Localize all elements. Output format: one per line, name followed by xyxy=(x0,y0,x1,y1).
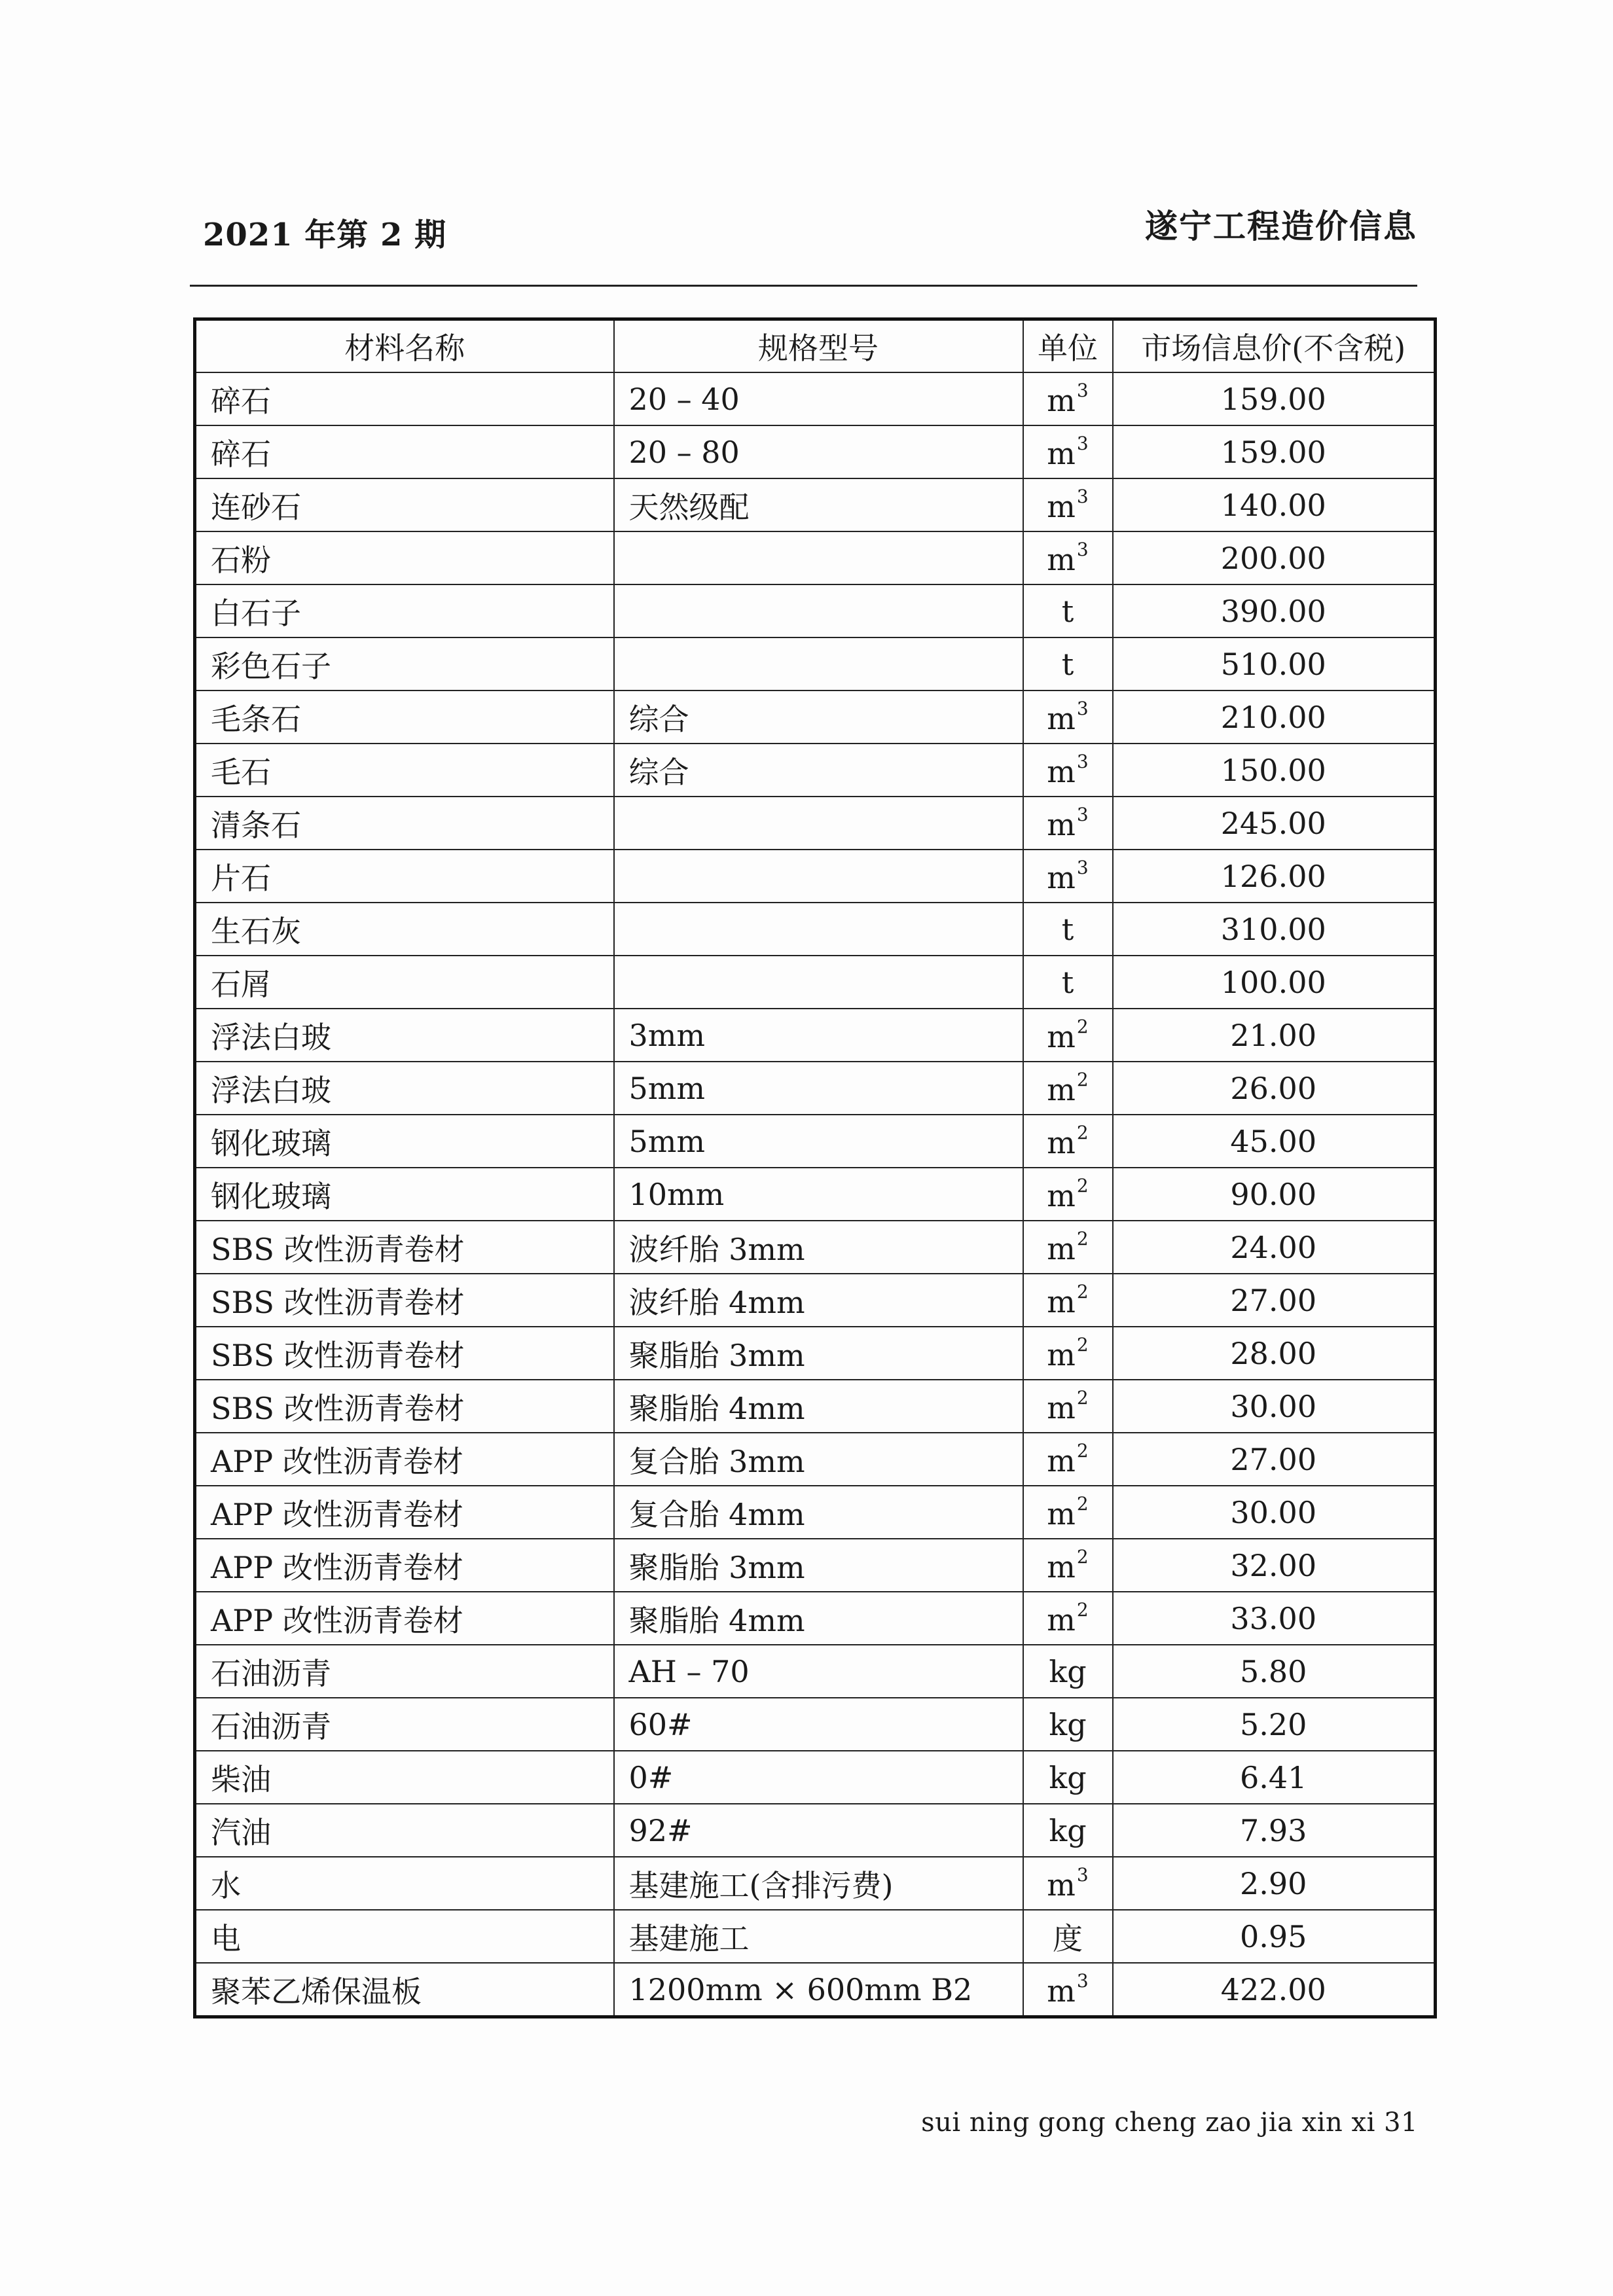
table-row xyxy=(195,1380,1436,1433)
spec-cell: 波纤胎 3mm xyxy=(614,1221,1023,1274)
price-cell: 27.00 xyxy=(1113,1433,1436,1486)
material-name-cell: 汽油 xyxy=(195,1804,614,1857)
price-cell: 0.95 xyxy=(1113,1910,1436,1963)
material-name-cell: APP 改性沥青卷材 xyxy=(195,1433,614,1486)
spec-cell xyxy=(614,956,1023,1009)
spec-cell: 波纤胎 4mm xyxy=(614,1274,1023,1327)
price-cell: 45.00 xyxy=(1113,1115,1436,1168)
price-cell: 150.00 xyxy=(1113,744,1436,797)
unit-text: m xyxy=(1047,807,1076,842)
unit-cell xyxy=(1023,425,1113,478)
material-name-cell: 石油沥青 xyxy=(195,1645,614,1698)
unit-exponent: 2 xyxy=(1076,1175,1089,1196)
spec-cell: AH – 70 xyxy=(614,1645,1023,1698)
table-row xyxy=(195,425,1436,478)
unit-cell xyxy=(1023,478,1113,531)
table-header-row xyxy=(195,319,1436,373)
table-row xyxy=(195,1274,1436,1327)
table-row xyxy=(195,1009,1436,1062)
unit-text: m xyxy=(1047,1072,1076,1107)
price-cell: 90.00 xyxy=(1113,1168,1436,1221)
journal-title: 遂宁工程造价信息 xyxy=(1145,207,1417,245)
material-name-cell: 碎石 xyxy=(195,372,614,425)
material-name-cell: 毛石 xyxy=(195,744,614,797)
unit-cell xyxy=(1023,1009,1113,1062)
unit-text: kg xyxy=(1049,1759,1087,1795)
table-body xyxy=(195,372,1436,2017)
unit-exponent: 2 xyxy=(1076,1016,1089,1037)
unit-cell xyxy=(1023,1327,1113,1380)
spec-cell: 天然级配 xyxy=(614,478,1023,531)
price-cell: 7.93 xyxy=(1113,1804,1436,1857)
unit-text: kg xyxy=(1049,1653,1087,1689)
table-row xyxy=(195,1168,1436,1221)
material-price-table xyxy=(193,317,1437,2018)
column-header-name: 材料名称 xyxy=(195,319,614,373)
price-cell: 140.00 xyxy=(1113,478,1436,531)
column-header-price: 市场信息价(不含税) xyxy=(1113,319,1436,373)
table-row xyxy=(195,531,1436,584)
material-name-cell: 水 xyxy=(195,1857,614,1910)
table-row xyxy=(195,1804,1436,1857)
price-cell: 6.41 xyxy=(1113,1751,1436,1804)
unit-exponent: 3 xyxy=(1076,380,1089,401)
table-row xyxy=(195,1433,1436,1486)
material-name-cell: 钢化玻璃 xyxy=(195,1115,614,1168)
unit-cell xyxy=(1023,637,1113,691)
price-cell: 5.80 xyxy=(1113,1645,1436,1698)
table-row xyxy=(195,1857,1436,1910)
unit-text: m xyxy=(1047,542,1076,577)
price-cell: 30.00 xyxy=(1113,1486,1436,1539)
unit-text: m xyxy=(1047,1231,1076,1266)
unit-cell xyxy=(1023,531,1113,584)
spec-cell: 92# xyxy=(614,1804,1023,1857)
page-header xyxy=(203,196,1417,255)
table-row xyxy=(195,1698,1436,1751)
unit-text: m xyxy=(1047,1019,1076,1054)
material-name-cell: 柴油 xyxy=(195,1751,614,1804)
table-row xyxy=(195,637,1436,691)
price-cell: 5.20 xyxy=(1113,1698,1436,1751)
unit-text: m xyxy=(1047,1973,1076,2009)
unit-cell xyxy=(1023,1380,1113,1433)
material-name-cell: 浮法白玻 xyxy=(195,1009,614,1062)
spec-cell xyxy=(614,531,1023,584)
spec-cell: 基建施工 xyxy=(614,1910,1023,1963)
unit-cell xyxy=(1023,1539,1113,1592)
unit-cell xyxy=(1023,1645,1113,1698)
unit-exponent: 2 xyxy=(1076,1228,1089,1249)
spec-cell: 5mm xyxy=(614,1115,1023,1168)
spec-cell: 基建施工(含排污费) xyxy=(614,1857,1023,1910)
table-row xyxy=(195,797,1436,850)
material-name-cell: SBS 改性沥青卷材 xyxy=(195,1327,614,1380)
material-name-cell: SBS 改性沥青卷材 xyxy=(195,1380,614,1433)
price-cell: 126.00 xyxy=(1113,850,1436,903)
price-cell: 100.00 xyxy=(1113,956,1436,1009)
table-row xyxy=(195,956,1436,1009)
table-row xyxy=(195,1910,1436,1963)
unit-text: m xyxy=(1047,860,1076,895)
unit-cell xyxy=(1023,1486,1113,1539)
spec-cell: 1200mm × 600mm B2 xyxy=(614,1963,1023,2017)
material-name-cell: 石油沥青 xyxy=(195,1698,614,1751)
unit-cell xyxy=(1023,1592,1113,1645)
unit-exponent: 3 xyxy=(1076,804,1089,825)
spec-cell: 聚脂胎 4mm xyxy=(614,1592,1023,1645)
unit-text: m xyxy=(1047,1867,1076,1903)
spec-cell: 10mm xyxy=(614,1168,1023,1221)
material-name-cell: 石屑 xyxy=(195,956,614,1009)
price-cell: 27.00 xyxy=(1113,1274,1436,1327)
unit-text: m xyxy=(1047,1602,1076,1638)
unit-text: t xyxy=(1061,964,1074,1000)
price-cell: 28.00 xyxy=(1113,1327,1436,1380)
spec-cell: 聚脂胎 3mm xyxy=(614,1539,1023,1592)
unit-cell xyxy=(1023,744,1113,797)
price-cell: 210.00 xyxy=(1113,691,1436,744)
spec-cell xyxy=(614,850,1023,903)
table-row xyxy=(195,1062,1436,1115)
material-name-cell: 白石子 xyxy=(195,584,614,637)
unit-text: m xyxy=(1047,489,1076,524)
spec-cell: 20 – 80 xyxy=(614,425,1023,478)
material-name-cell: 毛条石 xyxy=(195,691,614,744)
table-row xyxy=(195,584,1436,637)
unit-text: m xyxy=(1047,1284,1076,1319)
material-name-cell: 钢化玻璃 xyxy=(195,1168,614,1221)
table-row xyxy=(195,691,1436,744)
table-row xyxy=(195,372,1436,425)
material-name-cell: 片石 xyxy=(195,850,614,903)
table-row xyxy=(195,1115,1436,1168)
price-cell: 24.00 xyxy=(1113,1221,1436,1274)
spec-cell: 综合 xyxy=(614,691,1023,744)
price-cell: 26.00 xyxy=(1113,1062,1436,1115)
unit-cell xyxy=(1023,1857,1113,1910)
price-cell: 510.00 xyxy=(1113,637,1436,691)
spec-cell: 聚脂胎 3mm xyxy=(614,1327,1023,1380)
unit-cell xyxy=(1023,1274,1113,1327)
material-name-cell: 石粉 xyxy=(195,531,614,584)
material-name-cell: 生石灰 xyxy=(195,903,614,956)
price-cell: 33.00 xyxy=(1113,1592,1436,1645)
unit-cell xyxy=(1023,850,1113,903)
unit-text: m xyxy=(1047,1549,1076,1585)
unit-cell xyxy=(1023,1168,1113,1221)
table-row xyxy=(195,850,1436,903)
material-name-cell: 浮法白玻 xyxy=(195,1062,614,1115)
price-cell: 30.00 xyxy=(1113,1380,1436,1433)
unit-cell xyxy=(1023,1910,1113,1963)
unit-exponent: 2 xyxy=(1076,1440,1089,1462)
unit-text: t xyxy=(1061,646,1074,682)
unit-cell xyxy=(1023,1062,1113,1115)
material-name-cell: 连砂石 xyxy=(195,478,614,531)
price-cell: 422.00 xyxy=(1113,1963,1436,2017)
unit-text: m xyxy=(1047,1390,1076,1426)
material-name-cell: 清条石 xyxy=(195,797,614,850)
unit-cell xyxy=(1023,903,1113,956)
header-rule xyxy=(190,285,1417,287)
unit-exponent: 3 xyxy=(1076,698,1089,719)
spec-cell: 0# xyxy=(614,1751,1023,1804)
unit-exponent: 2 xyxy=(1076,1599,1089,1621)
spec-cell: 复合胎 3mm xyxy=(614,1433,1023,1486)
unit-exponent: 3 xyxy=(1076,539,1089,560)
table-row xyxy=(195,1963,1436,2017)
material-name-cell: 电 xyxy=(195,1910,614,1963)
table-row xyxy=(195,1751,1436,1804)
price-cell: 159.00 xyxy=(1113,425,1436,478)
material-name-cell: SBS 改性沥青卷材 xyxy=(195,1221,614,1274)
table-row xyxy=(195,1221,1436,1274)
unit-cell xyxy=(1023,797,1113,850)
spec-cell xyxy=(614,637,1023,691)
unit-exponent: 3 xyxy=(1076,1970,1089,1992)
price-cell: 200.00 xyxy=(1113,531,1436,584)
unit-text: kg xyxy=(1049,1812,1087,1848)
material-name-cell: 聚苯乙烯保温板 xyxy=(195,1963,614,2017)
table-row xyxy=(195,744,1436,797)
unit-text: t xyxy=(1061,911,1074,947)
unit-text: t xyxy=(1061,593,1074,629)
unit-cell xyxy=(1023,372,1113,425)
price-cell: 2.90 xyxy=(1113,1857,1436,1910)
unit-text: m xyxy=(1047,1125,1076,1160)
table-row xyxy=(195,1592,1436,1645)
unit-exponent: 2 xyxy=(1076,1281,1089,1302)
price-cell: 310.00 xyxy=(1113,903,1436,956)
unit-exponent: 3 xyxy=(1076,433,1089,454)
unit-cell xyxy=(1023,1115,1113,1168)
unit-exponent: 2 xyxy=(1076,1069,1089,1090)
table-row xyxy=(195,903,1436,956)
spec-cell: 5mm xyxy=(614,1062,1023,1115)
price-cell: 159.00 xyxy=(1113,372,1436,425)
table-row xyxy=(195,1486,1436,1539)
unit-cell xyxy=(1023,1221,1113,1274)
material-name-cell: APP 改性沥青卷材 xyxy=(195,1539,614,1592)
unit-text: m xyxy=(1047,701,1076,736)
column-header-spec: 规格型号 xyxy=(614,319,1023,373)
spec-cell: 综合 xyxy=(614,744,1023,797)
material-name-cell: 碎石 xyxy=(195,425,614,478)
unit-text: m xyxy=(1047,1443,1076,1479)
unit-exponent: 2 xyxy=(1076,1122,1089,1143)
unit-cell xyxy=(1023,1433,1113,1486)
unit-cell xyxy=(1023,1804,1113,1857)
table-row xyxy=(195,1539,1436,1592)
unit-cell xyxy=(1023,1963,1113,2017)
table-row xyxy=(195,1645,1436,1698)
unit-text: kg xyxy=(1049,1706,1087,1742)
price-cell: 245.00 xyxy=(1113,797,1436,850)
column-header-unit: 单位 xyxy=(1023,319,1113,373)
unit-cell xyxy=(1023,1698,1113,1751)
unit-text: m xyxy=(1047,1178,1076,1213)
unit-text: m xyxy=(1047,436,1076,471)
unit-exponent: 2 xyxy=(1076,1387,1089,1408)
table-row xyxy=(195,478,1436,531)
unit-exponent: 2 xyxy=(1076,1334,1089,1355)
price-cell: 32.00 xyxy=(1113,1539,1436,1592)
price-cell: 390.00 xyxy=(1113,584,1436,637)
material-name-cell: SBS 改性沥青卷材 xyxy=(195,1274,614,1327)
price-cell: 21.00 xyxy=(1113,1009,1436,1062)
material-name-cell: 彩色石子 xyxy=(195,637,614,691)
unit-cell xyxy=(1023,691,1113,744)
spec-cell: 复合胎 4mm xyxy=(614,1486,1023,1539)
spec-cell: 20 – 40 xyxy=(614,372,1023,425)
material-name-cell: APP 改性沥青卷材 xyxy=(195,1486,614,1539)
spec-cell xyxy=(614,797,1023,850)
unit-exponent: 3 xyxy=(1076,857,1089,878)
unit-cell xyxy=(1023,1751,1113,1804)
unit-text: m xyxy=(1047,754,1076,789)
unit-text: m xyxy=(1047,1496,1076,1532)
spec-cell: 3mm xyxy=(614,1009,1023,1062)
issue-label: 2021 年第 2 期 xyxy=(203,217,447,253)
unit-cell xyxy=(1023,584,1113,637)
spec-cell: 聚脂胎 4mm xyxy=(614,1380,1023,1433)
material-name-cell: APP 改性沥青卷材 xyxy=(195,1592,614,1645)
unit-exponent: 3 xyxy=(1076,751,1089,772)
unit-exponent: 3 xyxy=(1076,1864,1089,1886)
unit-cell xyxy=(1023,956,1113,1009)
unit-text: m xyxy=(1047,383,1076,418)
page-footer: sui ning gong cheng zao jia xin xi 31 xyxy=(921,2108,1418,2138)
unit-text: 度 xyxy=(1053,1920,1083,1956)
unit-exponent: 2 xyxy=(1076,1493,1089,1515)
spec-cell xyxy=(614,903,1023,956)
spec-cell: 60# xyxy=(614,1698,1023,1751)
unit-exponent: 3 xyxy=(1076,486,1089,507)
unit-text: m xyxy=(1047,1337,1076,1372)
unit-exponent: 2 xyxy=(1076,1546,1089,1568)
table-row xyxy=(195,1327,1436,1380)
spec-cell xyxy=(614,584,1023,637)
